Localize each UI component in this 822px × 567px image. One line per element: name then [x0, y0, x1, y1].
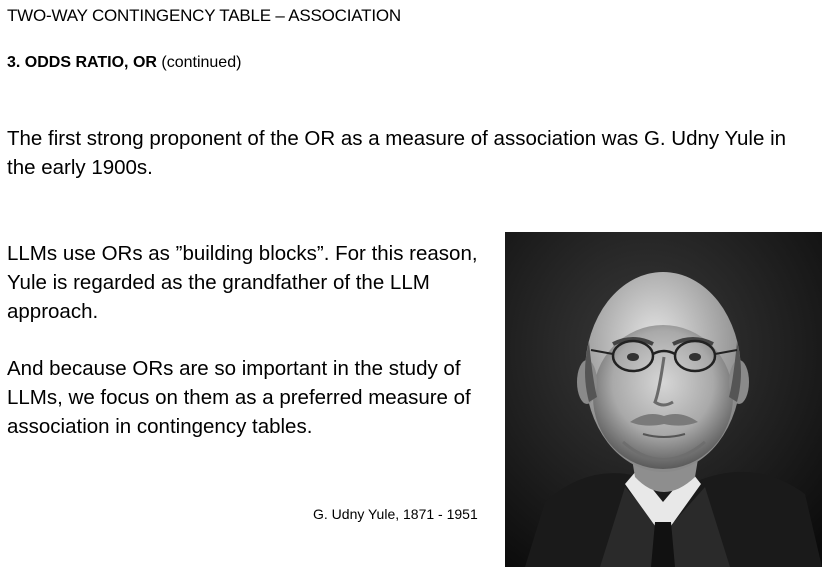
portrait-image — [505, 232, 822, 567]
header-title: TWO-WAY CONTINGENCY TABLE – ASSOCIATION — [7, 6, 401, 25]
paragraph-yule-proponent: The first strong proponent of the OR as a measure of association was G. Udny Yule in the early 1900s. — [7, 127, 787, 179]
paragraph-preferred-measure: And because ORs are so important in the study of LLMs, we focus on them as a preferred measure of association in contingency tables. — [7, 357, 471, 438]
section-heading-continued: (continued) — [156, 54, 242, 71]
paragraph-building-blocks: LLMs use ORs as ”building blocks”. For this reason, Yule is regarded as the grandfather of the LLM approach. — [7, 242, 478, 323]
section-heading-bold: 3. ODDS RATIO, OR — [7, 54, 157, 71]
portrait-caption: G. Udny Yule, 1871 - 1951 — [313, 506, 478, 522]
portrait-photo — [505, 232, 822, 567]
section-heading — [7, 54, 241, 72]
